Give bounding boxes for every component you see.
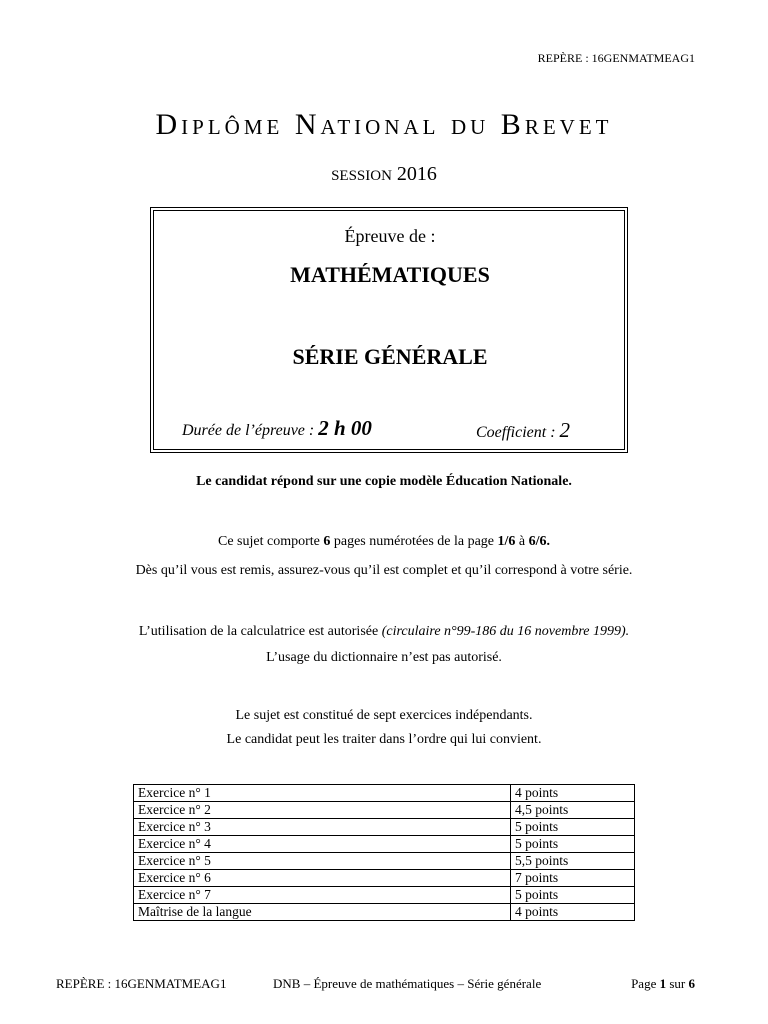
exercise-name-cell: Exercice n° 4 [134, 836, 511, 853]
calculator-line [0, 624, 768, 640]
epreuve-label: Épreuve de : [344, 226, 436, 246]
session-label: session [331, 160, 392, 185]
coefficient-label: Coefficient : [476, 424, 556, 441]
table-row [134, 785, 635, 802]
header-reference: REPÈRE : 16GENMATMEAG1 [537, 51, 695, 65]
duration-value: 2 h 00 [318, 416, 372, 440]
exercise-points-cell: 4 points [511, 904, 635, 921]
exercise-name-cell: Maîtrise de la langue [134, 904, 511, 921]
subject-title: MATHÉMATIQUES [290, 262, 490, 287]
pages-first: 1/6 [497, 534, 516, 549]
pages-pre: Ce sujet comporte [217, 534, 324, 549]
table-row [134, 887, 635, 904]
footer-center: DNB – Épreuve de mathématiques – Série générale [273, 976, 542, 991]
pages-count: 6 [323, 534, 331, 549]
footer-page-pre: Page [631, 976, 660, 991]
exercise-name-cell: Exercice n° 1 [134, 785, 511, 802]
exercise-name-cell: Exercice n° 2 [134, 802, 511, 819]
pages-line [0, 534, 768, 550]
exercise-points-cell: 7 points [511, 870, 635, 887]
footer-page-total: 6 [688, 976, 695, 991]
exercise-points-cell: 4 points [511, 785, 635, 802]
pages-last: 6/6. [528, 534, 551, 549]
structure-line-2: Le candidat peut les traiter dans l’ordre qui lui convient. [226, 732, 542, 747]
coefficient-value: 2 [559, 418, 571, 442]
table-row [134, 802, 635, 819]
exercise-points-cell: 5,5 points [511, 853, 635, 870]
exercise-name-cell: Exercice n° 5 [134, 853, 511, 870]
check-line: Dès qu’il vous est remis, assurez-vous qu’il est complet et qu’il correspond à votre série. [135, 563, 633, 578]
document-title: Diplôme National du Brevet [155, 108, 613, 141]
series-title: SÉRIE GÉNÉRALE [292, 344, 488, 369]
points-table [133, 784, 635, 921]
exercise-name-cell: Exercice n° 3 [134, 819, 511, 836]
dictionary-line: L’usage du dictionnaire n’est pas autorisé. [266, 650, 502, 665]
footer-reference: REPÈRE : 16GENMATMEAG1 [56, 976, 227, 991]
session-year: 2016 [396, 163, 437, 185]
footer-page-number: 1 [659, 976, 667, 991]
pages-and: à [515, 534, 529, 549]
coefficient [476, 418, 570, 443]
footer-page [631, 976, 695, 992]
duration [182, 416, 372, 441]
session-line [0, 160, 768, 186]
table-row [134, 836, 635, 853]
table-row [134, 819, 635, 836]
calculator-main: L’utilisation de la calculatrice est autorisée [138, 624, 382, 639]
table-row [134, 870, 635, 887]
exercise-name-cell: Exercice n° 6 [134, 870, 511, 887]
copy-notice: Le candidat répond sur une copie modèle Éducation Nationale. [196, 474, 572, 489]
exercise-points-cell: 5 points [511, 836, 635, 853]
calculator-reference: (circulaire n°99-186 du 16 novembre 1999). [381, 624, 630, 639]
pages-mid: pages numérotées de la page [330, 534, 498, 549]
structure-line-1: Le sujet est constitué de sept exercices indépendants. [235, 708, 533, 723]
exercise-points-cell: 5 points [511, 819, 635, 836]
exercise-points-cell: 5 points [511, 887, 635, 904]
table-row [134, 904, 635, 921]
duration-label: Durée de l’épreuve : [182, 422, 315, 439]
table-row [134, 853, 635, 870]
exercise-name-cell: Exercice n° 7 [134, 887, 511, 904]
footer-page-mid: sur [666, 976, 689, 991]
exercise-points-cell: 4,5 points [511, 802, 635, 819]
